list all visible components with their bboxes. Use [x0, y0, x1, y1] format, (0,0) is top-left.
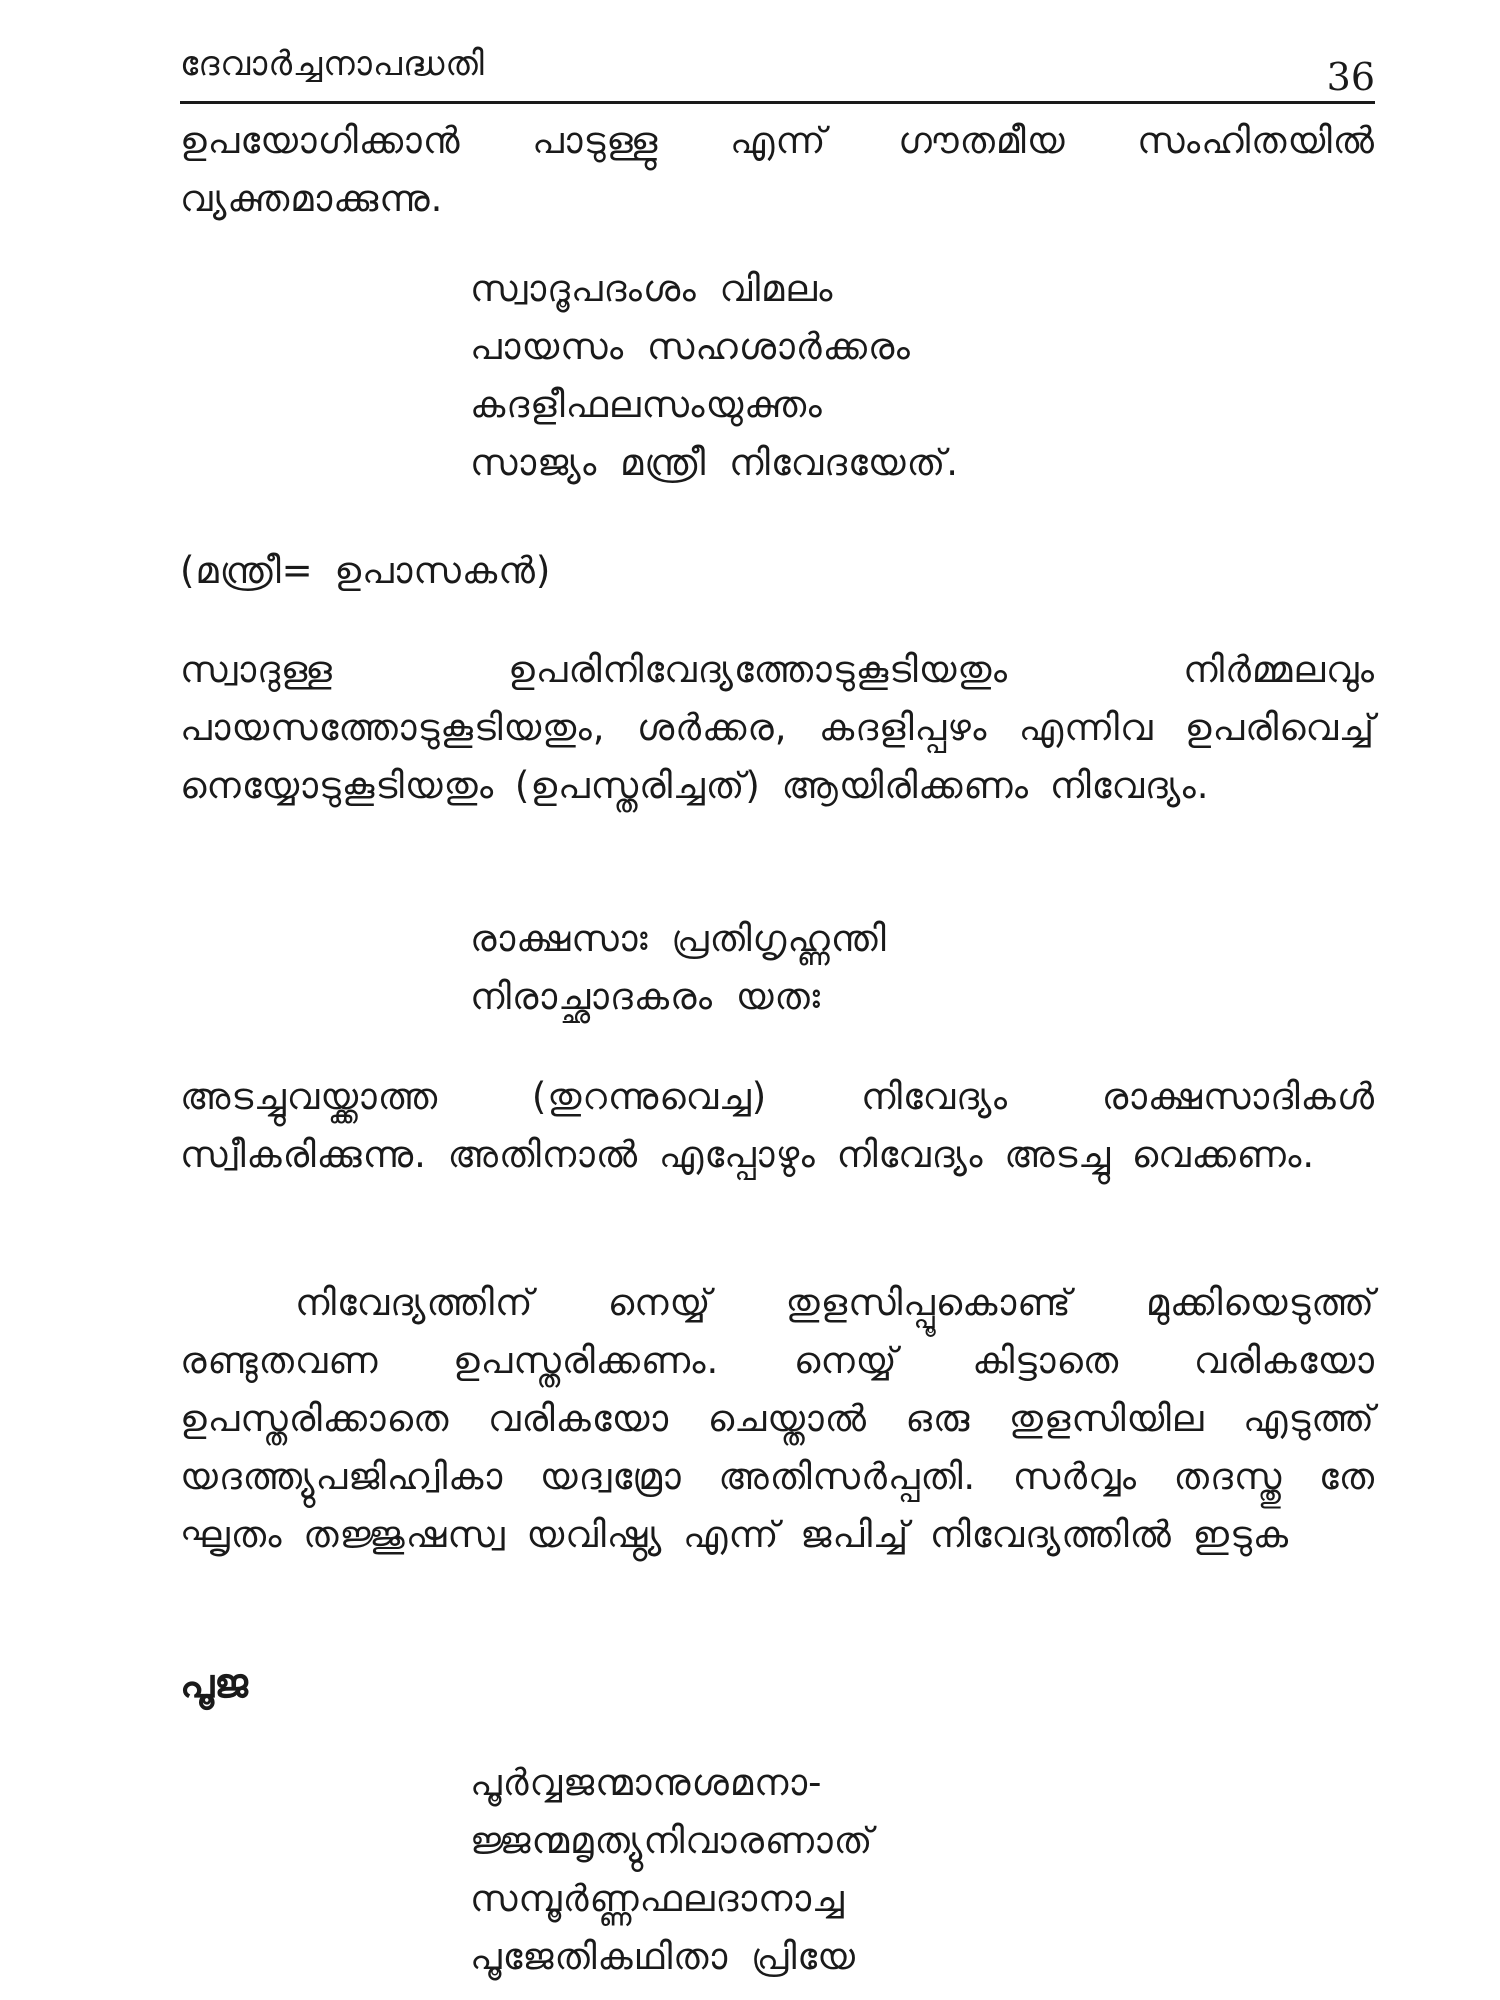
paragraph-2: സ്വാദുള്ള ഉപരിനിവേദ്യത്തോടുകൂടിയതും നിർമ്മലവും പായസത്തോടുകൂടിയതും, ശർക്കര, കദളിപ്പഴം എന്നിവ ഉപരിവെച്ച് നെയ്യോടുകൂടിയതും (ഉപസ്തരിച്ചത്) ആയിരിക്കണം നിവേദ്യം.	[180, 648, 1375, 807]
header-rule	[180, 101, 1375, 104]
verse-line: സാജ്യം മന്ത്രീ നിവേദയേത്.	[470, 441, 959, 484]
verse-line: പൂർവ്വജന്മാനുശമനാ-	[470, 1761, 823, 1804]
verse-2	[470, 910, 1290, 1026]
verse-line: സ്വാദൂപദംശം വിമലം	[470, 267, 834, 310]
verse-line: നിരാച്ഛാദകരം യതഃ	[470, 975, 821, 1018]
paragraph-4: നിവേദ്യത്തിന് നെയ്യ് തുളസിപ്പൂകൊണ്ട് മുക്കിയെടുത്ത് രണ്ടുതവണ ഉപസ്തരിക്കണം. നെയ്യ് കിട്ടാതെ വരികയോ ഉപസ്തരിക്കാതെ വരികയോ ചെയ്താൽ ഒരു തുളസിയില എടുത്ത് യദത്ത്യുപജിഹ്വികാ യദ്വമ്രോ അതിസർപ്പതി. സർവ്വം തദസ്തു തേ ഘൃതം തജ്ജുഷസ്വ യവിഷ്ഠ്യ എന്ന് ജപിച്ച് നിവേദ്യത്തിൽ ഇടുക	[180, 1281, 1375, 1556]
running-title: ദേവാർച്ചനാപദ്ധതി	[180, 44, 485, 84]
running-head	[180, 40, 1375, 100]
section-heading: പൂജ	[180, 1661, 248, 1707]
paragraph-3: അടച്ചുവയ്ക്കാത്ത (തുറന്നുവെച്ച) നിവേദ്യം രാക്ഷസാദികൾ സ്വീകരിക്കുന്നു. അതിനാൽ എപ്പോഴും നിവേദ്യം അടച്ചു വെക്കണം.	[180, 1075, 1375, 1176]
verse-line: സമ്പൂർണ്ണഫലദാനാച്ച	[470, 1877, 845, 1920]
note-line: (മന്ത്രീ= ഉപാസകൻ)	[180, 549, 552, 592]
verse-line: പായസം സഹശാർക്കരം	[470, 325, 911, 368]
paragraph-1: ഉപയോഗിക്കാൻ പാടുള്ളു എന്ന് ഗൗതമീയ സംഹിതയിൽ വ്യക്തമാക്കുന്നു.	[180, 119, 1375, 220]
verse-line: പൂജേതികഥിതാ പ്രിയേ	[470, 1935, 856, 1978]
verse-line: കദളീഫലസംയുക്തം	[470, 383, 823, 426]
verse-line: രാക്ഷസാഃ പ്രതിഗൃഹ്ണന്തി	[470, 917, 887, 960]
verse-3	[470, 1754, 1290, 1986]
page-number: 36	[1326, 55, 1375, 99]
verse-line: ജ്ജന്മമൃത്യുനിവാരണാത്	[470, 1819, 874, 1862]
verse-1	[470, 260, 1290, 492]
